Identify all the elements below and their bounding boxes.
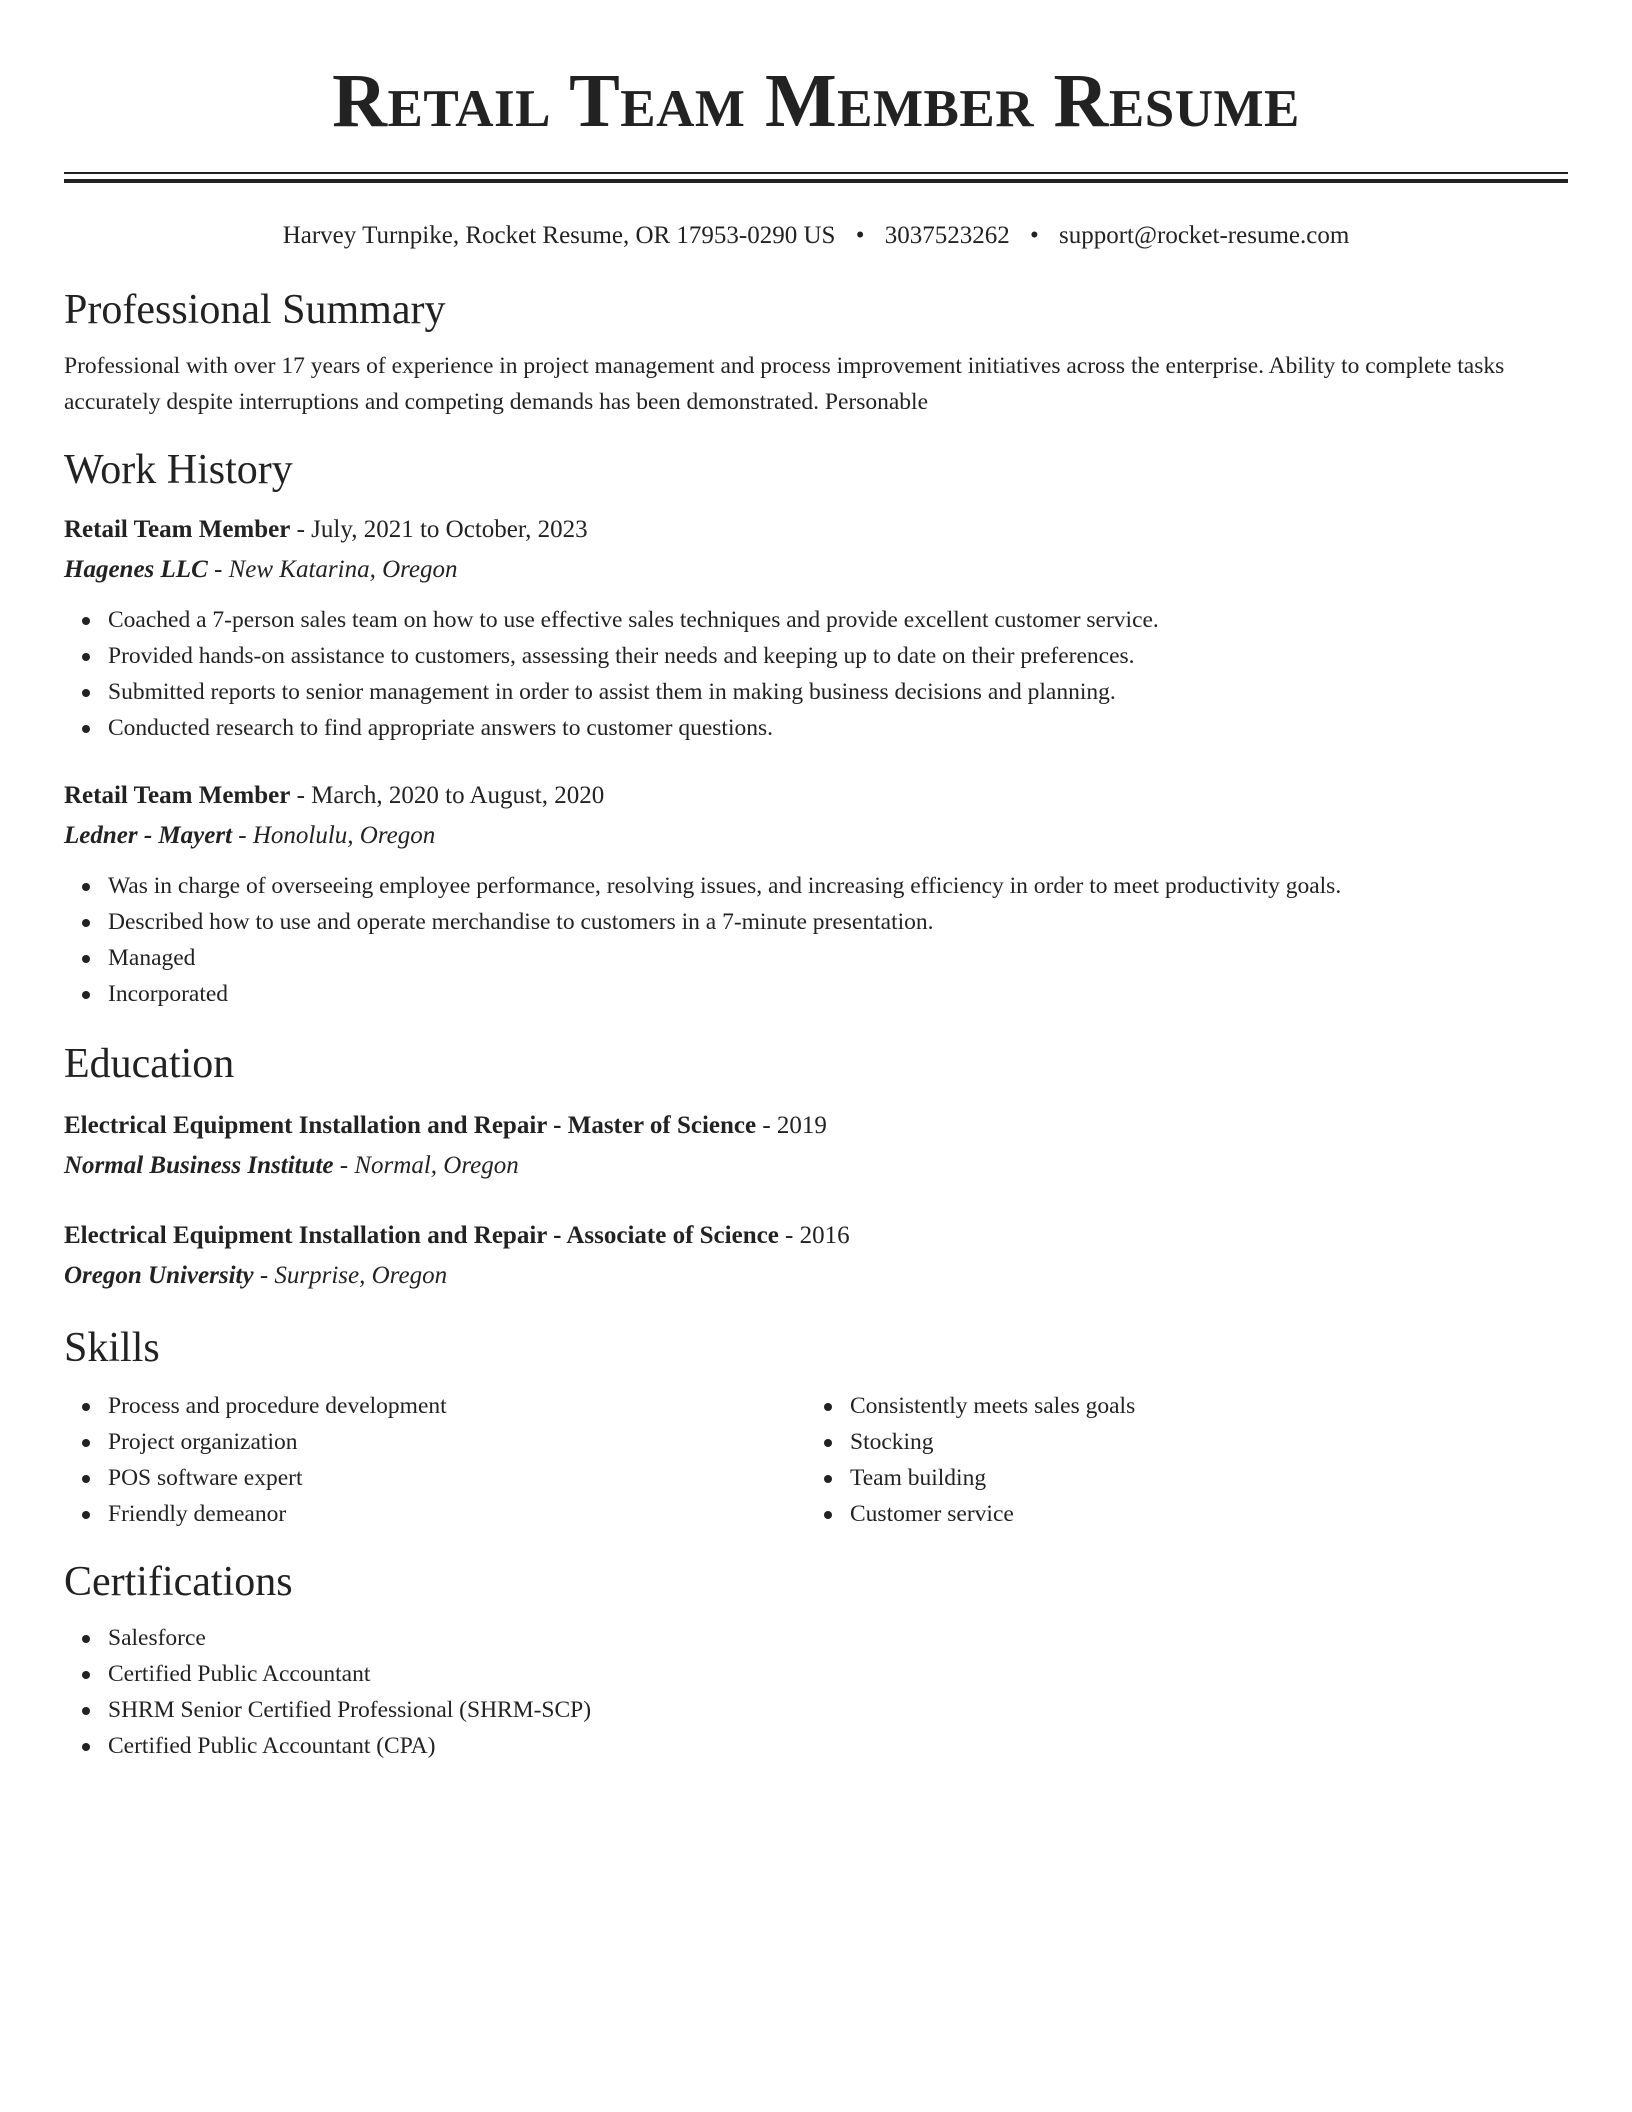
education-institution: [64, 1146, 1568, 1186]
contact-phone: 3037523262: [884, 222, 1010, 249]
job-dates: - March, 2020 to August, 2020: [290, 782, 605, 809]
education-school: Oregon University: [64, 1262, 254, 1289]
skill-item: Consistently meets sales goals: [850, 1388, 1548, 1424]
skill-item: Team building: [850, 1460, 1548, 1496]
certifications-heading: Certifications: [64, 1559, 293, 1605]
job-location: - Honolulu, Oregon: [232, 822, 436, 849]
job-duty: Provided hands-on assistance to customers, assessing their needs and keeping up to date on their preferences.: [108, 638, 1568, 674]
education-entry: [64, 1106, 1568, 1186]
job-duty: Coached a 7-person sales team on how to use effective sales techniques and provide excellent customer service.: [108, 602, 1568, 638]
job-position: Retail Team Member: [64, 516, 291, 543]
job-duty: Submitted reports to senior management in order to assist them in making business decisions and planning.: [108, 674, 1568, 710]
contact-line: [64, 220, 1568, 252]
education-header: [64, 1216, 1568, 1256]
contact-address: Harvey Turnpike, Rocket Resume, OR 17953-0290 US: [282, 222, 836, 249]
job-dates: - July, 2021 to October, 2023: [290, 516, 588, 543]
skill-item: Process and procedure development: [108, 1388, 806, 1424]
job-position: Retail Team Member: [64, 782, 291, 809]
skills-list-right: [806, 1388, 1548, 1532]
contact-separator: •: [855, 222, 865, 249]
skill-item: Customer service: [850, 1496, 1548, 1532]
certification-item: Certified Public Accountant (CPA): [108, 1728, 1568, 1764]
job-location: - New Katarina, Oregon: [207, 556, 458, 583]
contact-email: support@rocket-resume.com: [1058, 222, 1350, 249]
certification-item: Certified Public Accountant: [108, 1656, 1568, 1692]
job-header: [64, 776, 1568, 816]
education-location: - Normal, Oregon: [333, 1152, 519, 1179]
job-employer: [64, 816, 1568, 856]
work-history-heading: Work History: [64, 447, 293, 493]
job-duties-list: [64, 868, 1568, 1012]
job-duty: Described how to use and operate merchandise to customers in a 7-minute presentation.: [108, 904, 1568, 940]
job-duty: Was in charge of overseeing employee performance, resolving issues, and increasing efficiency in order to meet productivity goals.: [108, 868, 1568, 904]
summary-heading: Professional Summary: [64, 287, 446, 333]
contact-separator: •: [1029, 222, 1039, 249]
certification-item: Salesforce: [108, 1620, 1568, 1656]
education-degree: Electrical Equipment Installation and Repair - Associate of Science: [64, 1222, 779, 1249]
education-degree: Electrical Equipment Installation and Repair - Master of Science: [64, 1112, 757, 1139]
skills-list-left: [64, 1388, 806, 1532]
divider-thick-line: [64, 179, 1568, 183]
skill-item: POS software expert: [108, 1460, 806, 1496]
education-header: [64, 1106, 1568, 1146]
skill-item: Friendly demeanor: [108, 1496, 806, 1532]
education-year: - 2019: [756, 1112, 827, 1139]
education-school: Normal Business Institute: [64, 1152, 334, 1179]
job-duty: Managed: [108, 940, 1568, 976]
skills-heading: Skills: [64, 1325, 160, 1371]
divider-thin-line: [64, 172, 1568, 174]
skill-item: Stocking: [850, 1424, 1548, 1460]
job-entry: [64, 510, 1568, 746]
job-entry: [64, 776, 1568, 1012]
job-employer: [64, 550, 1568, 590]
job-duties-list: [64, 602, 1568, 746]
education-entry: [64, 1216, 1568, 1296]
job-header: [64, 510, 1568, 550]
skill-item: Project organization: [108, 1424, 806, 1460]
education-location: - Surprise, Oregon: [253, 1262, 448, 1289]
resume-title: Retail Team Member Resume: [332, 59, 1300, 143]
job-duty: Conducted research to find appropriate answers to customer questions.: [108, 710, 1568, 746]
education-heading: Education: [64, 1041, 235, 1087]
education-year: - 2016: [778, 1222, 850, 1249]
certifications-list: [64, 1620, 1568, 1764]
job-company: Hagenes LLC: [64, 556, 208, 583]
summary-text: Professional with over 17 years of experience in project management and process improvement initiatives across the enterprise. Ability to complete tasks accurately despite interruptions and competing demands has been demonstrated. Personable: [64, 353, 1505, 415]
title-divider: [64, 172, 1568, 184]
job-company: Ledner - Mayert: [64, 822, 233, 849]
education-institution: [64, 1256, 1568, 1296]
skills-columns: [64, 1388, 1568, 1532]
job-duty: Incorporated: [108, 976, 1568, 1012]
certification-item: SHRM Senior Certified Professional (SHRM-SCP): [108, 1692, 1568, 1728]
